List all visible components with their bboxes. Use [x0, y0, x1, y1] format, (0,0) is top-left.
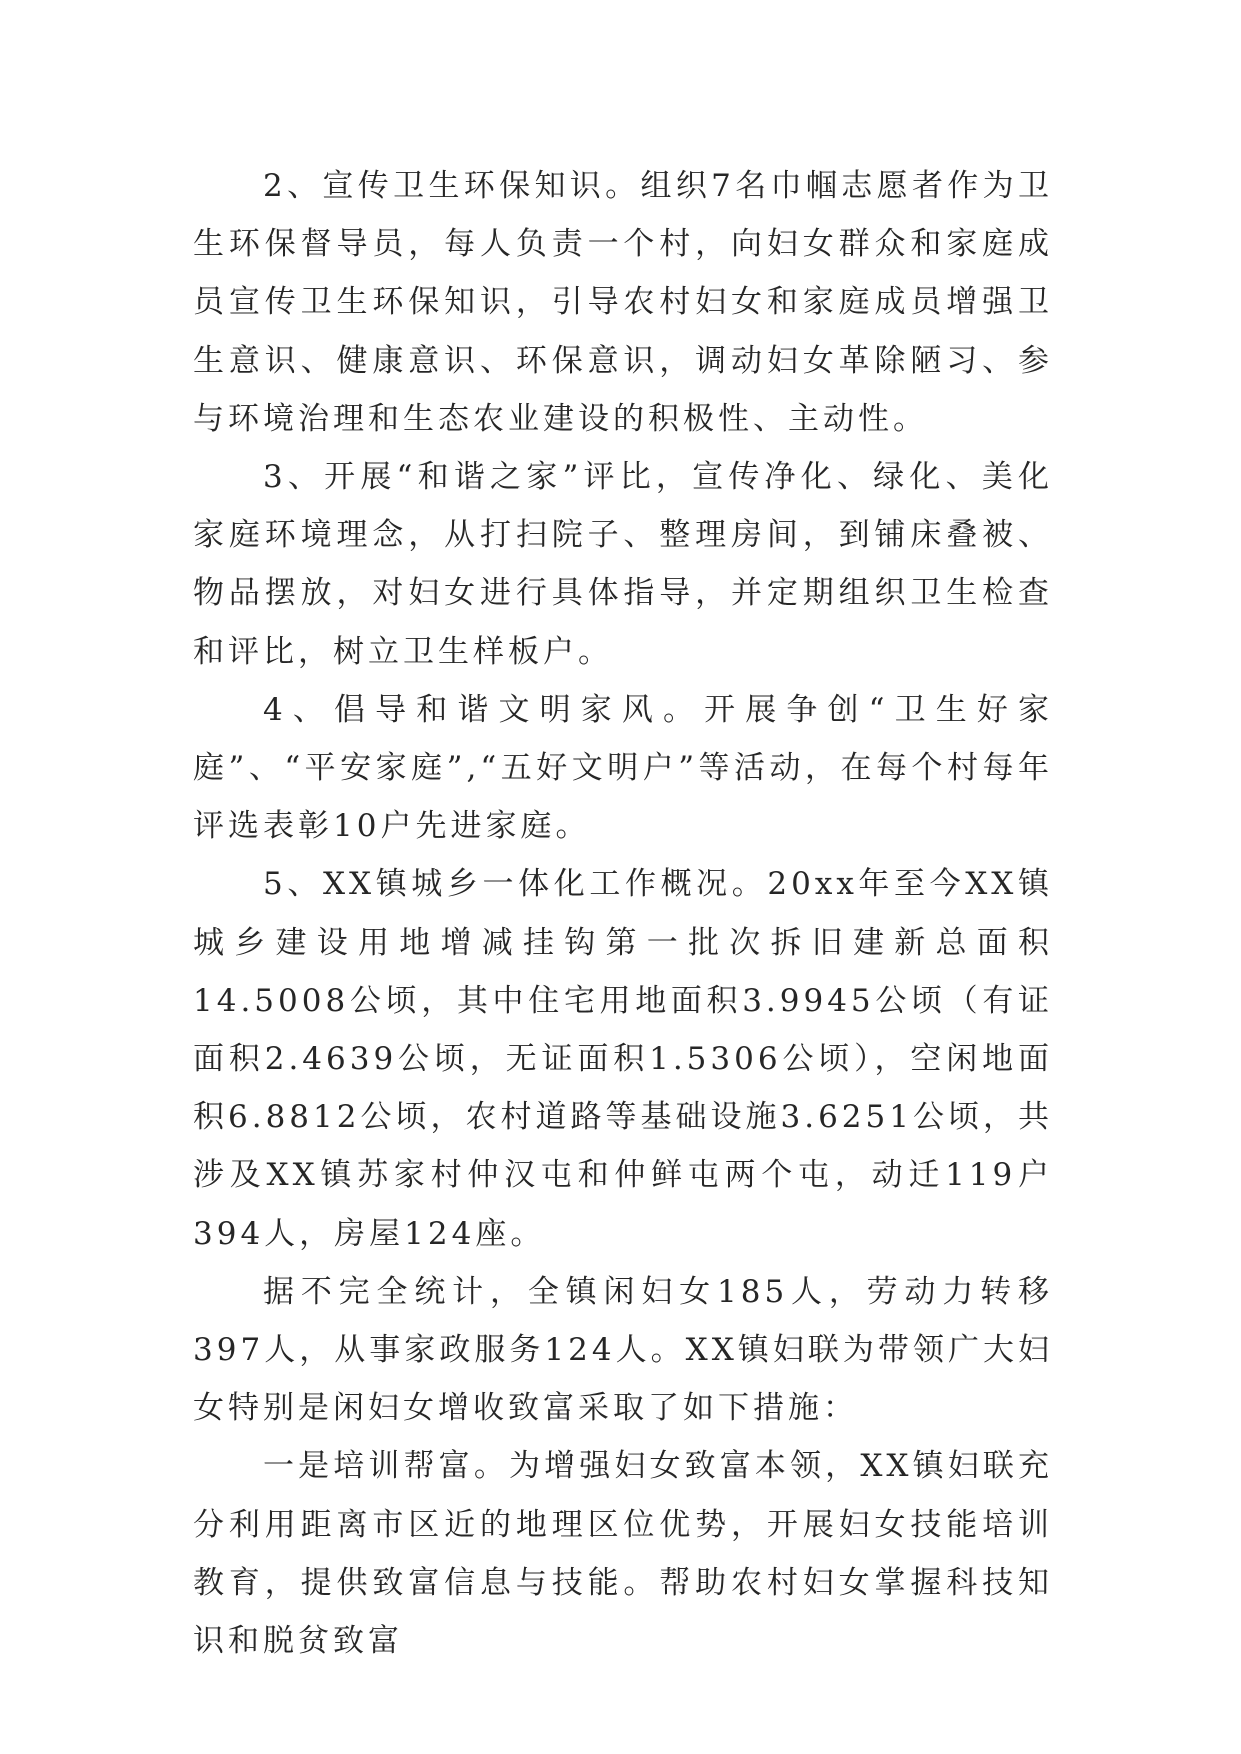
paragraph-family-style: 4、倡导和谐文明家风。开展争创“卫生好家庭”、“平安家庭”,“五好文明户”等活动，在每个村每年评选表彰10户先进家庭。	[193, 691, 1053, 845]
paragraph-training: 一是培训帮富。为增强妇女致富本领，XX镇妇联充分利用距离市区近的地理区位优势，开展妇女技能培训教育，提供致富信息与技能。帮助农村妇女掌握科技知识和脱贫致富	[193, 1448, 1053, 1660]
paragraph-hygiene-knowledge: 2、宣传卫生环保知识。组织7名巾帼志愿者作为卫生环保督导员，每人负责一个村，向妇女群众和家庭成员宣传卫生环保知识，引导农村妇女和家庭成员增强卫生意识、健康意识、环保意识，调动妇女革除陋习、参与环境治理和生态农业建设的积极性、主动性。	[193, 168, 1053, 437]
paragraph-harmonious-home: 3、开展“和谐之家”评比，宣传净化、绿化、美化家庭环境理念，从打扫院子、整理房间，到铺床叠被、物品摆放，对妇女进行具体指导，并定期组织卫生检查和评比，树立卫生样板户。	[193, 459, 1053, 670]
paragraph-statistics: 据不完全统计，全镇闲妇女185人，劳动力转移397人，从事家政服务124人。XX镇妇联为带领广大妇女特别是闲妇女增收致富采取了如下措施：	[193, 1273, 1053, 1427]
paragraph-urban-rural-overview: 5、XX镇城乡一体化工作概况。20xx年至今XX镇城乡建设用地增减挂钩第一批次拆旧建新总面积14.5008公顷，其中住宅用地面积3.9945公顷（有证面积2.4639公顷，无证面积1.5306公顷），空闲地面积6.8812公顷，农村道路等基础设施3.6251公顷，共涉及XX镇苏家村仲汉屯和仲鲜屯两个屯，动迁119户394人，房屋124座。	[193, 866, 1053, 1252]
document-body	[193, 157, 1053, 1670]
